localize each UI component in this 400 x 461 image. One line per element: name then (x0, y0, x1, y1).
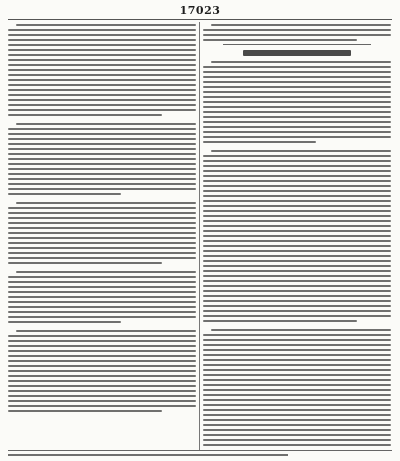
text-line (8, 178, 196, 180)
text-line (8, 104, 196, 106)
text-line (203, 200, 391, 202)
text-line (8, 350, 196, 352)
text-line (203, 235, 391, 237)
text-line (203, 34, 391, 36)
text-line (8, 360, 196, 362)
notice-block (8, 123, 196, 195)
text-line (203, 414, 391, 416)
text-line (8, 365, 196, 367)
text-line (8, 296, 196, 298)
text-line (203, 369, 391, 371)
text-line (203, 131, 391, 133)
text-line (203, 379, 391, 381)
text-line (8, 242, 196, 244)
text-line (8, 281, 196, 283)
text-line (203, 280, 391, 282)
text-line (203, 240, 391, 242)
text-line (203, 300, 391, 302)
text-line (203, 265, 391, 267)
text-line (8, 355, 196, 357)
notice-block (8, 330, 196, 412)
text-line (8, 74, 196, 76)
text-line (8, 84, 196, 86)
text-line (8, 188, 196, 190)
text-line (8, 138, 196, 140)
text-line (203, 29, 391, 31)
text-line (203, 81, 391, 83)
text-line (203, 141, 316, 143)
text-line (203, 106, 391, 108)
text-line (203, 270, 391, 272)
text-line (203, 155, 391, 157)
text-line (8, 247, 196, 249)
text-line (16, 202, 196, 204)
notice-block (203, 329, 391, 448)
text-line (8, 340, 196, 342)
text-line (203, 334, 391, 336)
text-line (203, 185, 391, 187)
text-line (203, 419, 391, 421)
text-line (203, 359, 391, 361)
text-line (8, 59, 196, 61)
text-line (8, 207, 196, 209)
text-line (8, 168, 196, 170)
text-line (203, 160, 391, 162)
text-line (203, 305, 391, 307)
text-line (8, 227, 196, 229)
text-line (8, 148, 196, 150)
text-line (203, 424, 391, 426)
footer-text-line (8, 454, 288, 456)
text-line (8, 306, 196, 308)
text-line (203, 389, 391, 391)
text-line (203, 136, 391, 138)
text-line (8, 173, 196, 175)
text-line (8, 133, 196, 135)
text-line (203, 245, 391, 247)
text-line (8, 301, 196, 303)
text-line (203, 190, 391, 192)
text-line (8, 410, 162, 412)
text-line (203, 285, 391, 287)
text-line (203, 444, 391, 446)
text-line (203, 399, 391, 401)
text-line (203, 394, 391, 396)
text-line (203, 205, 391, 207)
text-line (203, 215, 391, 217)
column-divider (199, 22, 200, 450)
section-rule (223, 44, 371, 45)
text-line (8, 390, 196, 392)
text-line (203, 439, 391, 441)
text-line (203, 290, 391, 292)
text-line (203, 170, 391, 172)
text-line (211, 150, 391, 152)
text-line (203, 210, 391, 212)
text-line (8, 39, 196, 41)
text-line (8, 44, 196, 46)
text-line (203, 250, 391, 252)
text-line (211, 24, 391, 26)
text-line (8, 193, 121, 195)
text-line (203, 121, 391, 123)
text-line (203, 66, 391, 68)
text-line (8, 321, 121, 323)
text-line (203, 349, 391, 351)
text-line (203, 91, 391, 93)
text-line (203, 165, 391, 167)
text-line (8, 54, 196, 56)
text-line (203, 339, 391, 341)
text-line (8, 212, 196, 214)
text-line (8, 109, 196, 111)
notice-block (8, 202, 196, 264)
text-line (203, 275, 391, 277)
header-rule (8, 19, 392, 20)
text-line (203, 101, 391, 103)
notice-block (203, 150, 391, 322)
text-line (203, 409, 391, 411)
text-line (203, 76, 391, 78)
right-column (203, 24, 391, 448)
text-line (8, 114, 162, 116)
text-line (203, 255, 391, 257)
section-heading (243, 50, 351, 56)
text-line (8, 237, 196, 239)
text-line (203, 39, 357, 41)
text-line (16, 330, 196, 332)
text-line (203, 86, 391, 88)
text-line (203, 195, 391, 197)
text-line (8, 252, 196, 254)
text-line (8, 395, 196, 397)
text-line (8, 380, 196, 382)
text-line (8, 405, 196, 407)
text-line (203, 384, 391, 386)
footer-rule (8, 450, 392, 451)
text-line (16, 271, 196, 273)
text-line (8, 89, 196, 91)
text-line (203, 220, 391, 222)
text-line (8, 232, 196, 234)
text-line (8, 311, 196, 313)
text-line (203, 315, 391, 317)
text-line (203, 71, 391, 73)
text-line (8, 316, 196, 318)
page-number: 17023 (179, 4, 221, 17)
text-line (203, 320, 357, 322)
text-line (8, 163, 196, 165)
text-line (203, 126, 391, 128)
text-line (203, 260, 391, 262)
text-line (8, 291, 196, 293)
text-line (8, 335, 196, 337)
text-line (8, 79, 196, 81)
text-line (8, 370, 196, 372)
text-line (8, 128, 196, 130)
text-line (203, 434, 391, 436)
text-line (203, 364, 391, 366)
text-line (8, 94, 196, 96)
text-line (203, 429, 391, 431)
text-line (203, 344, 391, 346)
left-column (8, 24, 196, 448)
text-line (16, 123, 196, 125)
text-line (8, 29, 196, 31)
text-line (16, 24, 196, 26)
notice-block (8, 24, 196, 116)
text-line (8, 183, 196, 185)
text-line (8, 34, 196, 36)
text-line (203, 180, 391, 182)
text-line (8, 385, 196, 387)
text-line (203, 230, 391, 232)
text-line (8, 222, 196, 224)
text-line (8, 286, 196, 288)
text-line (8, 262, 162, 264)
text-line (8, 257, 196, 259)
text-line (8, 158, 196, 160)
notice-block (203, 24, 391, 41)
text-line (8, 400, 196, 402)
text-line (203, 175, 391, 177)
notice-block (203, 61, 391, 143)
text-line (203, 295, 391, 297)
text-line (211, 329, 391, 331)
text-line (203, 96, 391, 98)
text-line (8, 276, 196, 278)
text-line (203, 404, 391, 406)
text-line (203, 374, 391, 376)
text-line (8, 49, 196, 51)
text-line (8, 153, 196, 155)
text-line (8, 345, 196, 347)
text-line (211, 61, 391, 63)
text-line (8, 217, 196, 219)
text-line (8, 64, 196, 66)
text-line (203, 116, 391, 118)
text-line (8, 375, 196, 377)
text-line (8, 143, 196, 145)
text-line (203, 354, 391, 356)
text-line (8, 99, 196, 101)
text-line (203, 225, 391, 227)
notice-block (8, 271, 196, 323)
text-line (203, 310, 391, 312)
text-line (8, 69, 196, 71)
text-line (203, 111, 391, 113)
